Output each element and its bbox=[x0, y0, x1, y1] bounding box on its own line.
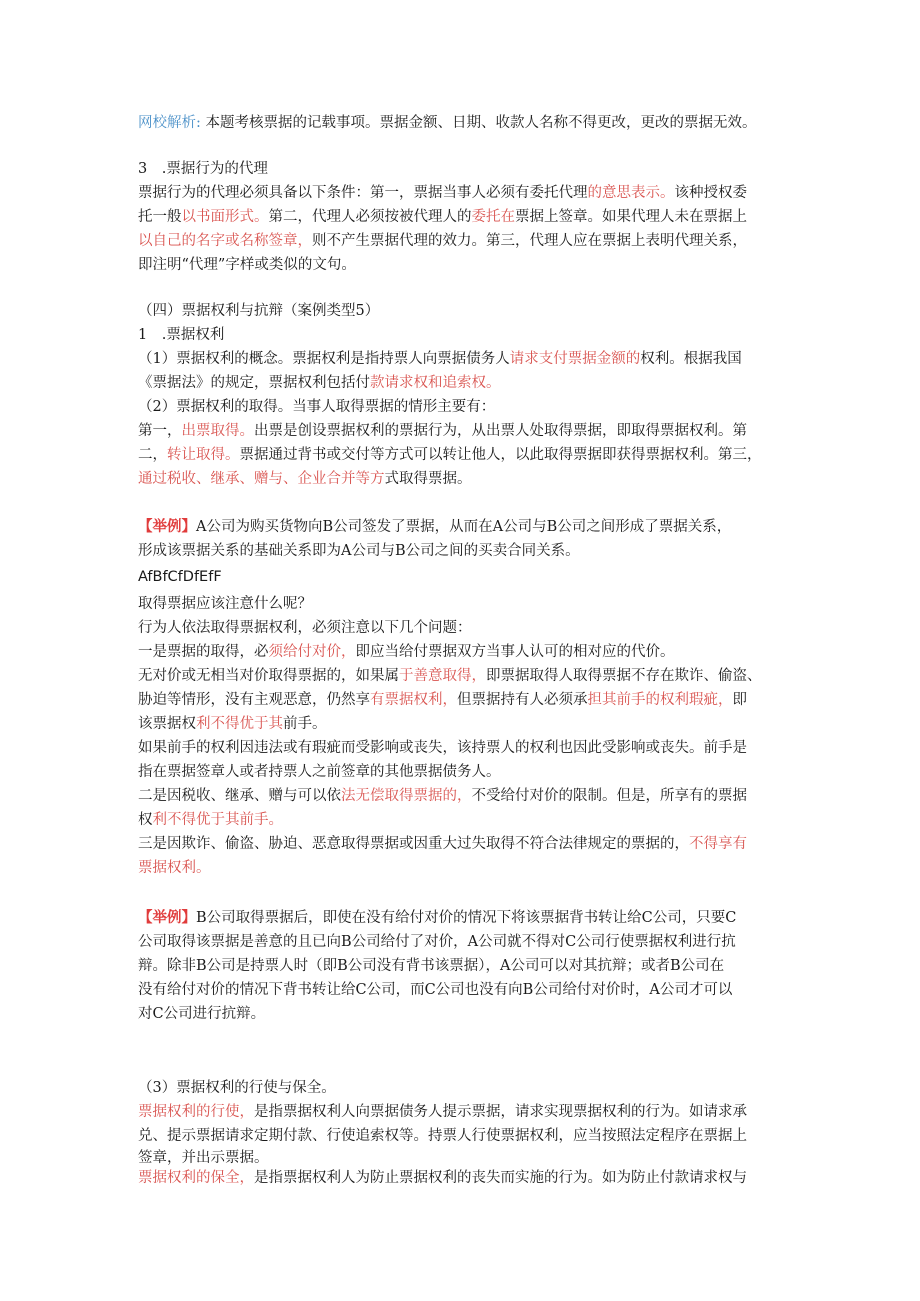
example-line: 【举例】A公司为购买货物向B公司签发了票据，从而在A公司与B公司之间形成了票据关系， bbox=[138, 518, 732, 535]
example-line: 辩。除非B公司是持票人时（即B公司没有背书该票据），A公司可以对其抗辩；或者B公司在 bbox=[138, 958, 725, 974]
example-line: 形成该票据关系的基础关系即为A公司与B公司之间的买卖合同关系。 bbox=[138, 543, 580, 559]
paragraph-line: 行为人依法取得票据权利，必须注意以下几个问题： bbox=[138, 620, 472, 636]
subsection-heading: （3）票据权利的行使与保全。 bbox=[138, 1080, 336, 1096]
paragraph-line: 票据行为的代理必须具备以下条件：第一，票据当事人必须有委托代理的意思表示。该种授权委 bbox=[138, 185, 747, 201]
paragraph-line: 指在票据签章人或者持票人之前签章的其他票据债务人。 bbox=[138, 764, 501, 780]
paragraph-line: 二，转让取得。票据通过背书或交付等方式可以转让他人，以此取得票据即获得票据权利。第三， bbox=[138, 447, 762, 463]
paragraph-line: 签章，并出示票据。 bbox=[138, 1150, 269, 1166]
paragraph-line: 一是票据的取得，必须给付对价，即应当给付票据双方当事人认可的相对应的代价。 bbox=[138, 644, 675, 660]
paragraph-line: 胁迫等情形，没有主观恶意，仍然享有票据权利，但票据持有人必须承担其前手的权利瑕疵，即 bbox=[138, 692, 747, 708]
paragraph-line: 权利不得优于其前手。 bbox=[138, 812, 283, 828]
paragraph-line: 该票据权利不得优于其前手。 bbox=[138, 716, 327, 732]
noise-text: AfBfCfDfEfF bbox=[138, 569, 222, 585]
paragraph-line: 即注明“代理”字样或类似的文句。 bbox=[138, 257, 356, 273]
paragraph-line: 《票据法》的规定，票据权利包括付款请求权和追索权。 bbox=[138, 375, 501, 391]
paragraph-line: 托一般以书面形式。第二，代理人必须按被代理人的委托在票据上签章。如果代理人未在票据上 bbox=[138, 209, 747, 225]
paragraph-line: 取得票据应该注意什么呢？ bbox=[138, 596, 312, 612]
example-line: 没有给付对价的情况下背书转让给C公司，而C公司也没有向B公司给付对价时，A公司才可以 bbox=[138, 982, 733, 998]
paragraph-line: 第一，出票取得。出票是创设票据权利的票据行为，从出票人处取得票据，即取得票据权利。第 bbox=[138, 423, 747, 439]
section-heading: 3 .票据行为的代理 bbox=[138, 161, 268, 177]
paragraph-line: 票据权利的行使，是指票据权利人向票据债务人提示票据，请求实现票据权利的行为。如请求承 bbox=[138, 1104, 747, 1120]
paragraph-line: 票据权利的保全，是指票据权利人为防止票据权利的丧失而实施的行为。如为防止付款请求权与 bbox=[138, 1170, 747, 1186]
analysis-label: 网校解析: bbox=[138, 115, 201, 131]
example-label: 【举例】 bbox=[138, 518, 196, 535]
paragraph-line: 以自己的名字或名称签章，则不产生票据代理的效力。第三，代理人应在票据上表明代理关系， bbox=[138, 233, 747, 249]
example-line: 【举例】B公司取得票据后，即使在没有给付对价的情况下将该票据背书转让给C公司，只要C bbox=[138, 909, 737, 926]
paragraph-line: 三是因欺诈、偷盗、胁迫、恶意取得票据或因重大过失取得不符合法律规定的票据的，不得享有 bbox=[138, 836, 747, 852]
example-label: 【举例】 bbox=[138, 909, 196, 926]
paragraph-line: 票据权利。 bbox=[138, 860, 211, 876]
analysis-line: 网校解析: 本题考核票据的记载事项。票据金额、日期、收款人名称不得更改，更改的票据无效。 bbox=[138, 115, 757, 131]
paragraph-line: 如果前手的权利因违法或有瑕疵而受影响或丧失，该持票人的权利也因此受影响或丧失。前手是 bbox=[138, 740, 747, 756]
paragraph-line: （2）票据权利的取得。当事人取得票据的情形主要有： bbox=[138, 399, 496, 415]
paragraph-line: 无对价或无相当对价取得票据的，如果属于善意取得，即票据取得人取得票据不存在欺诈、偷盗、 bbox=[138, 668, 762, 684]
example-line: 对C公司进行抗辩。 bbox=[138, 1006, 266, 1022]
paragraph-line: 兑、提示票据请求定期付款、行使追索权等。持票人行使票据权利，应当按照法定程序在票据上 bbox=[138, 1128, 747, 1144]
paragraph-line: （1）票据权利的概念。票据权利是指持票人向票据债务人请求支付票据金额的权利。根据我国 bbox=[138, 351, 742, 367]
subsection-heading: 1 .票据权利 bbox=[138, 327, 225, 343]
section-heading: （四）票据权利与抗辩（案例类型5） bbox=[138, 303, 380, 319]
paragraph-line: 通过税收、继承、赠与、企业合并等方式取得票据。 bbox=[138, 471, 472, 487]
paragraph-line: 二是因税收、继承、赠与可以依法无偿取得票据的，不受给付对价的限制。但是，所享有的票据 bbox=[138, 788, 747, 804]
example-line: 公司取得该票据是善意的且已向B公司给付了对价，A公司就不得对C公司行使票据权利进行抗 bbox=[138, 934, 736, 950]
